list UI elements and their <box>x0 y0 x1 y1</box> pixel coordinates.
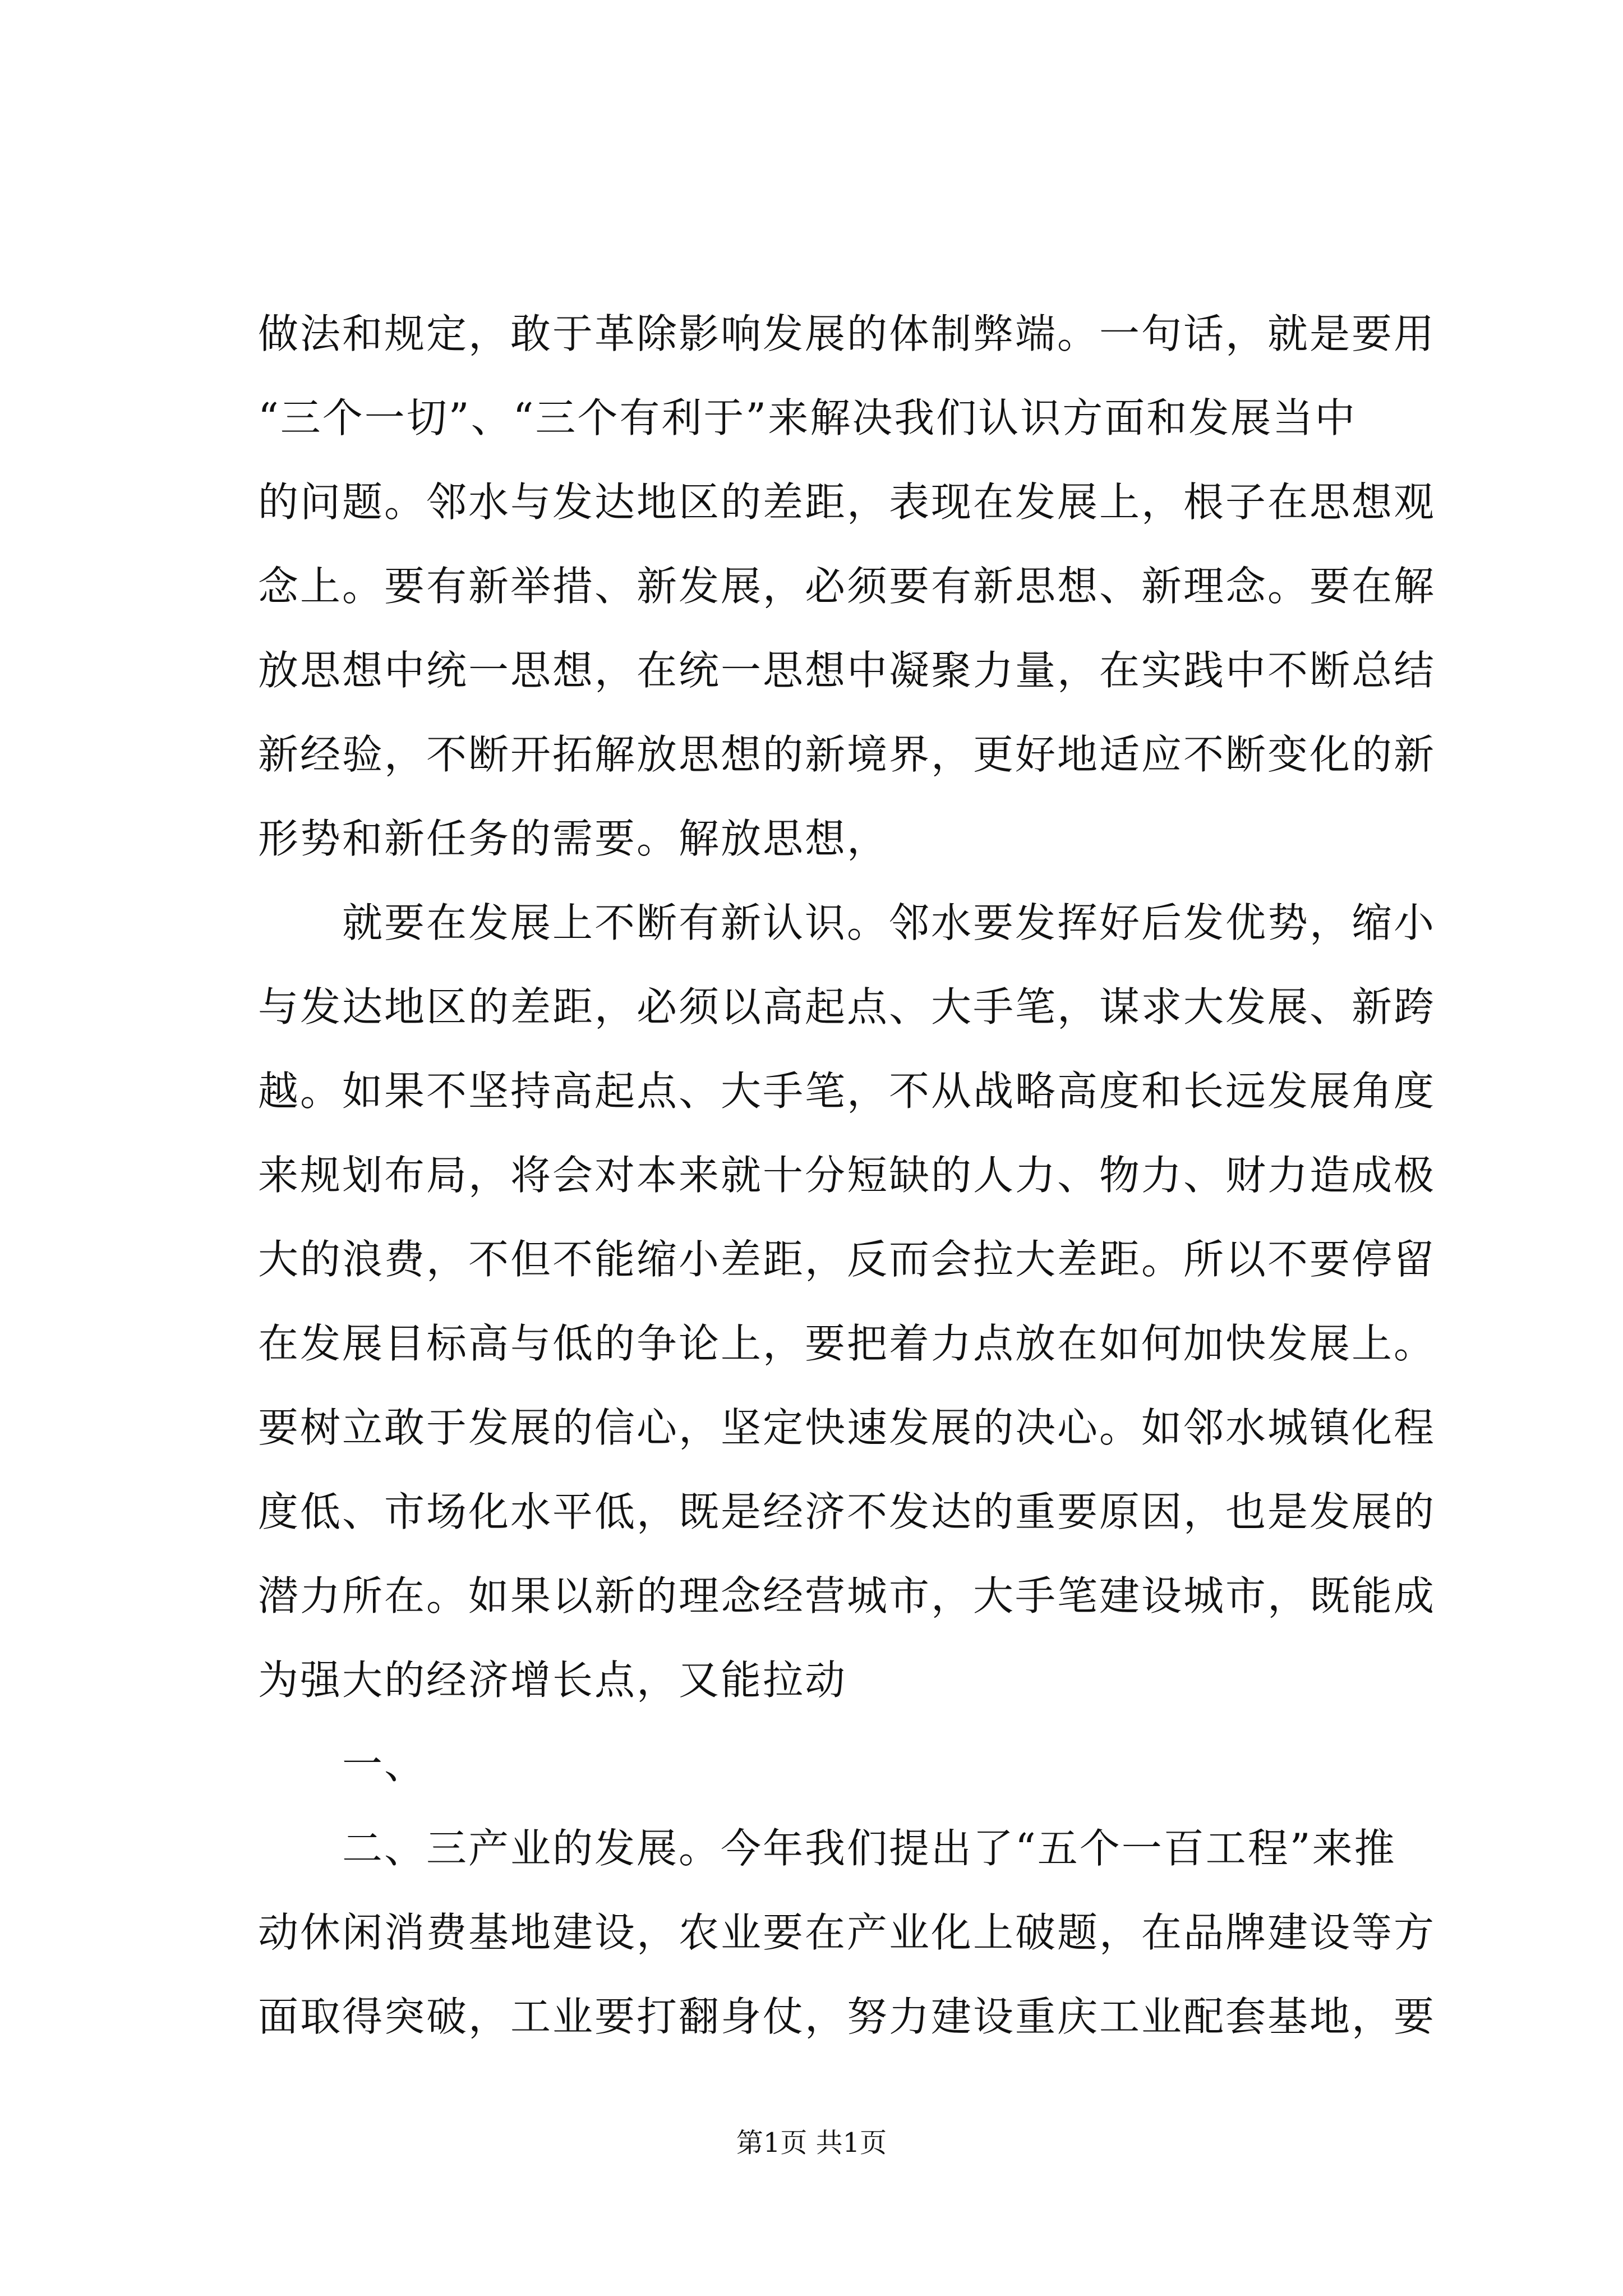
text-line: 在发展目标高与低的争论上，要把着力点放在如何加快发展上。 <box>258 1320 1436 1367</box>
text-line: 来规划布局，将会对本来就十分短缺的人力、物力、财力造成极 <box>258 1152 1436 1199</box>
text-line: 放思想中统一思想，在统一思想中凝聚力量，在实践中不断总结 <box>258 647 1436 694</box>
text-line: 的问题。邻水与发达地区的差距，表现在发展上，根子在思想观 <box>258 478 1436 526</box>
text-line: 大的浪费，不但不能缩小差距，反而会拉大差距。所以不要停留 <box>258 1236 1436 1283</box>
text-line: 为强大的经济增长点，又能拉动 <box>258 1657 847 1704</box>
text-line: 一、 <box>342 1741 427 1788</box>
text-line: 就要在发展上不断有新认识。邻水要发挥好后发优势，缩小 <box>342 899 1436 946</box>
page-footer: 第1页 共1页 <box>736 2127 887 2159</box>
text-line: 形势和新任务的需要。解放思想， <box>258 815 889 862</box>
text-line: 做法和规定，敢于革除影响发展的体制弊端。一句话，就是要用 <box>258 310 1436 357</box>
text-line: 面取得突破，工业要打翻身仗，努力建设重庆工业配套基地，要 <box>258 1993 1436 2040</box>
text-line: 度低、市场化水平低，既是经济不发达的重要原因，也是发展的 <box>258 1488 1436 1535</box>
text-line: 与发达地区的差距，必须以高起点、大手笔，谋求大发展、新跨 <box>258 983 1436 1030</box>
text-line: “三个一切”、“三个有利于”来解决我们认识方面和发展当中 <box>258 394 1357 441</box>
text-line: 潜力所在。如果以新的理念经营城市，大手笔建设城市，既能成 <box>258 1572 1436 1619</box>
text-line: 二、三产业的发展。今年我们提出了“五个一百工程”来推 <box>342 1825 1396 1872</box>
text-line: 念上。要有新举措、新发展，必须要有新思想、新理念。要在解 <box>258 563 1436 610</box>
text-line: 要树立敢于发展的信心，坚定快速发展的决心。如邻水城镇化程 <box>258 1404 1436 1451</box>
text-line: 越。如果不坚持高起点、大手笔，不从战略高度和长远发展角度 <box>258 1068 1436 1115</box>
text-line: 新经验，不断开拓解放思想的新境界，更好地适应不断变化的新 <box>258 731 1436 778</box>
text-line: 动休闲消费基地建设，农业要在产业化上破题，在品牌建设等方 <box>258 1909 1436 1956</box>
